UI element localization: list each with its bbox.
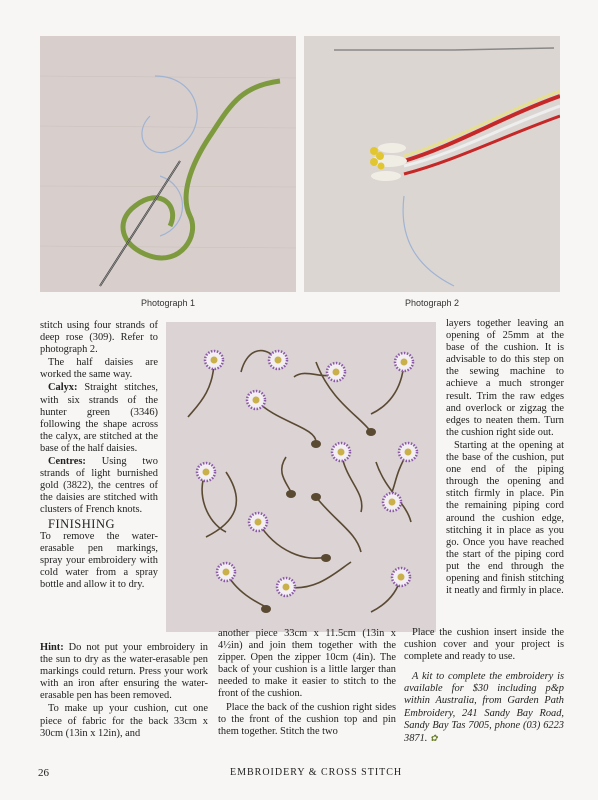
paragraph: The half daisies are worked the same way. [40, 357, 158, 381]
hint-paragraph [40, 642, 208, 702]
paragraph: another piece 33cm x 11.5cm (13in x 4½in) and join them together with the zipper. Open the zipper 10cm (4in). The back of your cushion is a little larger than needed to make it easier to stitch to the front of the cushion. [218, 628, 396, 700]
paragraph: layers together leaving an opening of 25mm at the base of the cushion. It is advisable to do this step on the sewing machine to achieve a much stronger result. Trim the raw edges and overlock or zigzag the edges to neaten them. Turn the cushion right side out. [446, 318, 564, 438]
right-bottom-column [404, 627, 564, 746]
middle-column [218, 628, 396, 739]
right-column [446, 318, 564, 598]
hint-label: Hint: [40, 642, 64, 653]
magazine-title: EMBROIDERY & CROSS STITCH [230, 767, 403, 778]
calyx-paragraph [40, 382, 158, 455]
kit-text: A kit to complete the embroidery is available for $30 including p&p within Australia, from Garden Path Embroidery, 241 Sandy Bay Road, Sandy Bay Tas 7005, phone (03) 6223 3871. [404, 671, 564, 744]
centres-label: Centres: [48, 456, 86, 468]
photograph-2 [304, 36, 560, 292]
cushion-paragraph: To make up your cushion, cut one piece of fabric for the back 33cm x 30cm (13in x 12in), and [40, 703, 208, 739]
bottom-left-column [40, 642, 208, 741]
left-column [40, 320, 158, 592]
photograph-1-caption: Photograph 1 [140, 298, 196, 308]
paragraph: Starting at the opening at the base of the cushion, put one end of the piping through the opening and stitch firmly in place. Pin the remaining piping cord around the cushion edge, stitching it in place as you go. Once you have reached the start of the piping cord put the end through the opening and finish stitching it neatly and firmly in place. [446, 439, 564, 597]
photograph-1 [40, 36, 296, 292]
embroidery-photograph [166, 322, 436, 632]
hint-text: Do not put your embroidery in the sun to dry as the water-erasable pen markings could return. Press your work with an iron after ensuring the water-erasable pen has been removed. [40, 642, 208, 702]
paragraph: Place the back of the cushion right sides to the front of the cushion top and pin them together. Stitch the two [218, 701, 396, 737]
finishing-paragraph: To remove the water-erasable pen markings, spray your embroidery with cold water from a spray bottle and allow it to dry. [40, 530, 158, 590]
centres-text: Using two strands of light burnished gold (3822), the centres of the daisies are stitched with clusters of French knots. [40, 456, 158, 516]
flower-icon: ✿ [430, 732, 438, 743]
calyx-label: Calyx: [48, 382, 78, 394]
centres-paragraph [40, 456, 158, 516]
finishing-heading: FINISHING [48, 516, 115, 531]
paragraph: Place the cushion insert inside the cushion cover and your project is complete and ready to use. [404, 627, 564, 663]
page-number: 26 [38, 767, 49, 779]
kit-paragraph [404, 671, 564, 745]
photograph-2-caption: Photograph 2 [404, 298, 460, 308]
calyx-text: Straight stitches, with six strands of the hunter green (3346) following the shape across the calyx, are stitched at the base of the half daisies. [40, 382, 158, 454]
paragraph: stitch using four strands of deep rose (309). Refer to photograph 2. [40, 320, 158, 356]
